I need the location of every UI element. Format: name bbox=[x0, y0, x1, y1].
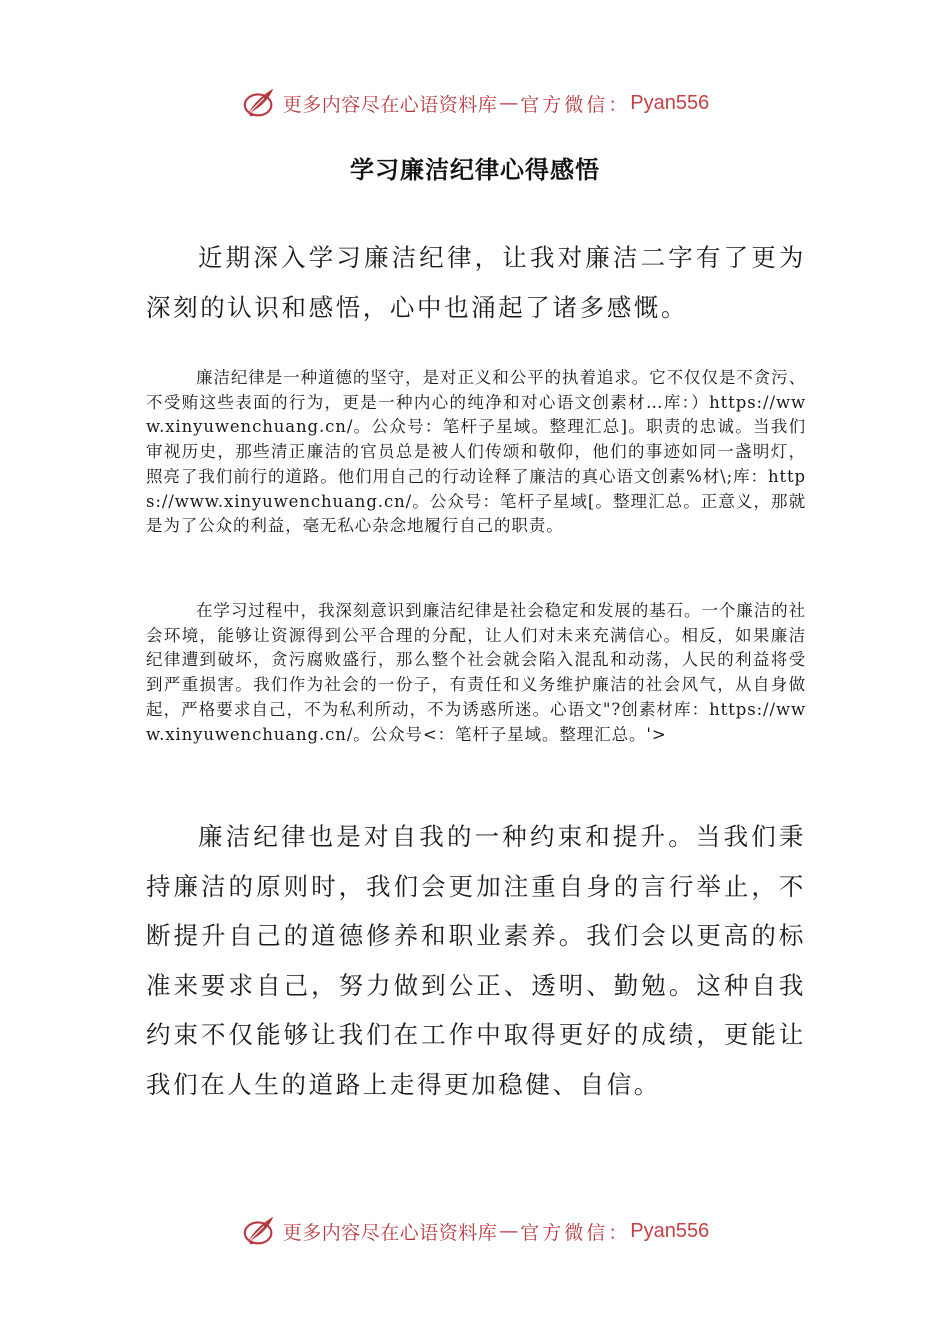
banner-separator: — bbox=[499, 1220, 519, 1242]
banner-official-label: 官方微信： bbox=[520, 1221, 631, 1244]
banner-wechat-id: Pyan556 bbox=[630, 91, 710, 114]
banner-official-label: 官方微信： bbox=[520, 93, 631, 116]
banner-text: 更多内容尽在心语资料库 bbox=[282, 1221, 498, 1244]
quill-pen-logo-icon bbox=[241, 84, 279, 122]
paragraph-intro: 近期深入学习廉洁纪律，让我对廉洁二字有了更为深刻的认识和感悟，心中也涌起了诸多感慨。 bbox=[146, 243, 806, 322]
quill-pen-logo-icon bbox=[241, 1212, 279, 1250]
banner-text: 更多内容尽在心语资料库 bbox=[282, 93, 498, 116]
banner-separator: — bbox=[499, 92, 519, 114]
paragraph-self-discipline: 廉洁纪律也是对自我的一种约束和提升。当我们秉持廉洁的原则时，我们会更加注重自身的言行举止，不断提升自己的道德修养和职业素养。我们会以更高的标准来要求自己，努力做到公正、透明、勤勉。这种自我约束不仅能够让我们在工作中取得更好的成绩，更能让我们在人生的道路上走得更加稳健、自信。 bbox=[146, 822, 806, 1099]
footer-banner bbox=[0, 1211, 950, 1251]
paragraph-definition: 廉洁纪律是一种道德的坚守，是对正义和公平的执着追求。它不仅仅是不贪污、不受贿这些表面的行为，更是一种内心的纯净和对心语文创素材…库：）https://www.xinyuwenchuang.cn/。公众号：笔杆子星域。整理汇总]。职责的忠诚。当我们审视历史，那些清正廉洁的官员总是被人们传颂和敬仰，他们的事迹如同一盏明灯，照亮了我们前行的道路。他们用自己的行动诠释了廉洁的真心语文创素%材\;库：https://www.xinyuwenchuang.cn/。公众号：笔杆子星域[。整理汇总。正意义，那就是为了公众的利益，毫无私心杂念地履行自己的职责。 bbox=[146, 368, 806, 536]
document-title: 学习廉洁纪律心得感悟 bbox=[350, 156, 600, 184]
paragraph-society: 在学习过程中，我深刻意识到廉洁纪律是社会稳定和发展的基石。一个廉洁的社会环境，能够让资源得到公平合理的分配，让人们对未来充满信心。相反，如果廉洁纪律遭到破坏，贪污腐败盛行，那么整个社会就会陷入混乱和动荡，人民的利益将受到严重损害。我们作为社会的一份子，有责任和义务维护廉洁的社会风气，从自身做起，严格要求自己，不为私利所动，不为诱惑所迷。心语文"?创素材库：https://www.xinyuwenchuang.cn/。公众号<：笔杆子星域。整理汇总。'> bbox=[146, 601, 806, 744]
banner-wechat-id: Pyan556 bbox=[630, 1219, 710, 1242]
header-banner bbox=[0, 83, 950, 123]
